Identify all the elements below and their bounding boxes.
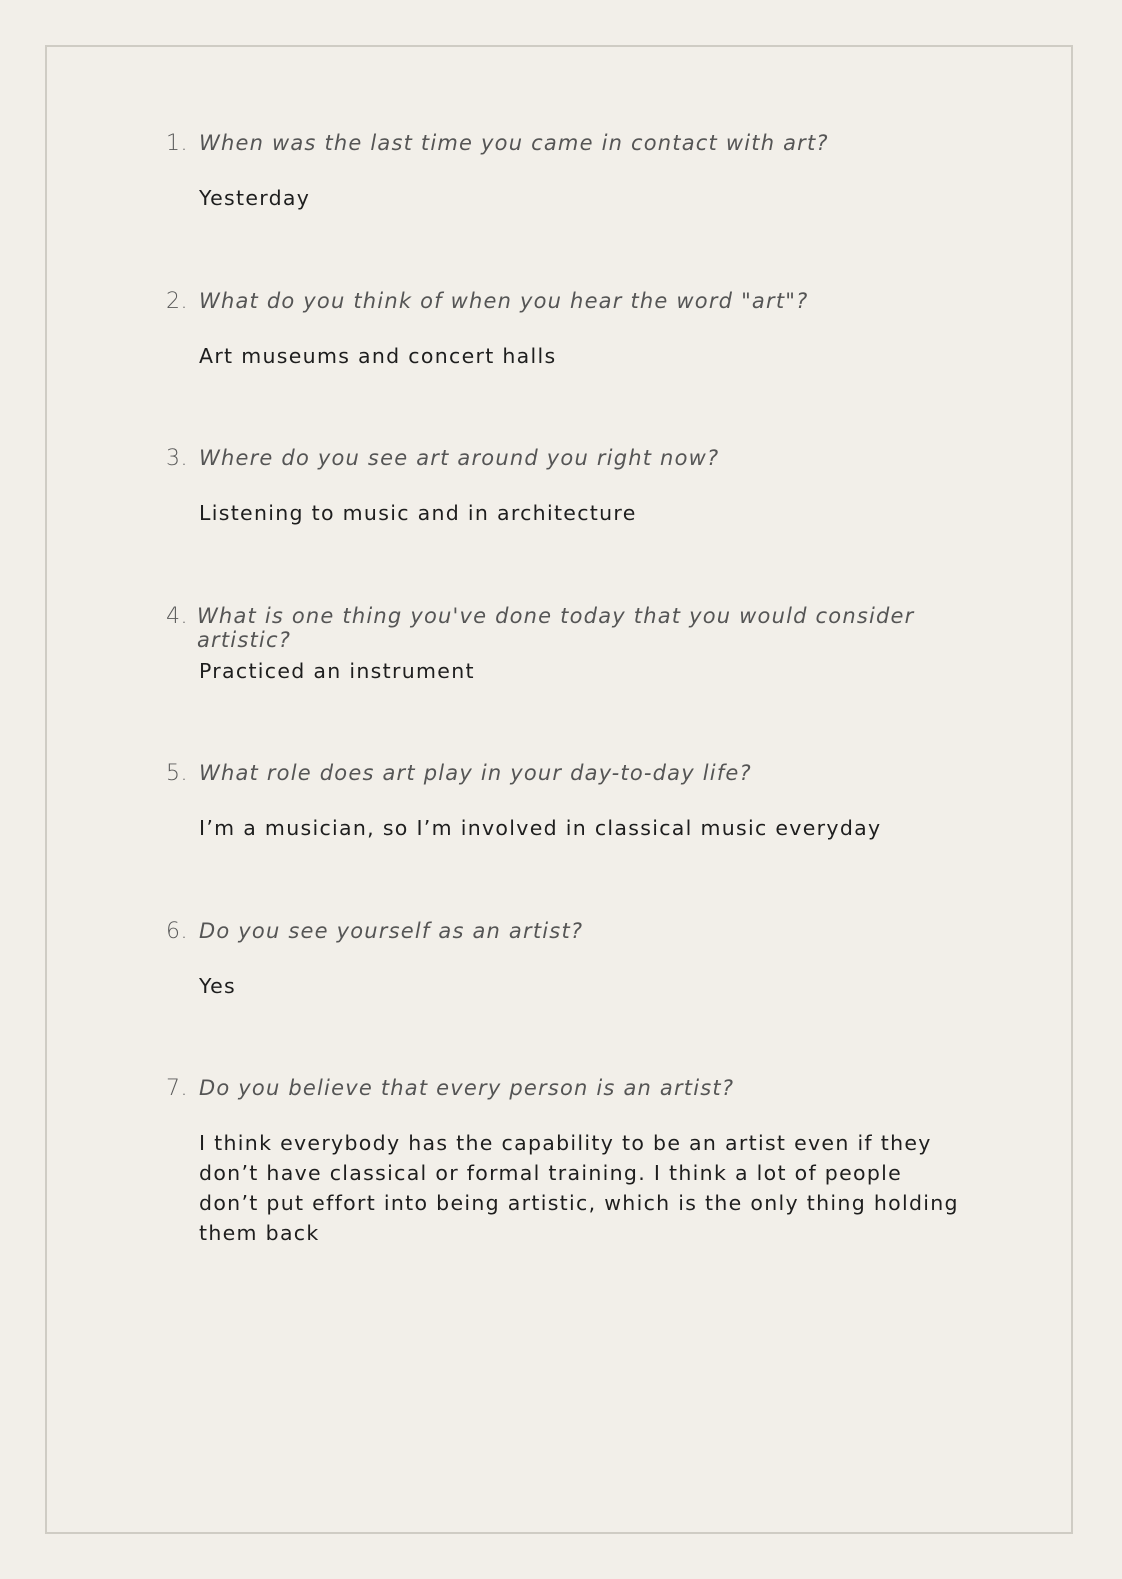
questionnaire: [166, 131, 966, 1248]
question-text: When was the last time you came in contact with art?: [199, 131, 829, 155]
question-number: 2.: [166, 288, 188, 314]
answer-text: I’m a musician, so I’m involved in classical music everyday: [199, 816, 882, 840]
question-text: What role does art play in your day-to-day life?: [199, 761, 752, 785]
question-number: 3.: [166, 446, 188, 471]
question-text: Where do you see art around you right now?: [199, 446, 720, 470]
question-text: What do you think of when you hear the word "art"?: [199, 288, 809, 313]
question-number: 4.: [166, 603, 188, 629]
question-line: [166, 603, 966, 652]
question-line: [166, 1076, 966, 1110]
question-number: 1.: [166, 131, 188, 156]
question-number: 7.: [166, 1076, 188, 1101]
question-text: What is one thing you've done today that you would consider artistic?: [196, 603, 915, 652]
question-line: [166, 446, 966, 480]
answer-text: Listening to music and in architecture: [199, 501, 637, 525]
question-line: [166, 289, 966, 323]
answer-text: I think everybody has the capability to be an artist even if they don’t have classical or formal training. I think a lot of people don’t put effort into being artistic, which is the only thing holding them back: [199, 1131, 959, 1245]
answer-text: Yes: [199, 973, 236, 998]
qa-item: [166, 761, 966, 919]
qa-item: [166, 1076, 966, 1248]
question-line: [166, 131, 966, 165]
answer-text: Art museums and concert halls: [199, 343, 557, 368]
question-line: [166, 761, 966, 795]
question-number: 5.: [166, 761, 188, 786]
question-text: Do you see yourself as an artist?: [199, 918, 584, 943]
answer-text: Practiced an instrument: [199, 658, 475, 683]
question-number: 6.: [166, 918, 188, 944]
qa-item: [166, 446, 966, 604]
question-line: [166, 919, 966, 953]
question-text: Do you believe that every person is an artist?: [199, 1076, 735, 1100]
qa-item: [166, 604, 966, 762]
qa-item: [166, 131, 966, 289]
qa-item: [166, 289, 966, 447]
answer-text: Yesterday: [199, 186, 311, 210]
qa-item: [166, 919, 966, 1077]
